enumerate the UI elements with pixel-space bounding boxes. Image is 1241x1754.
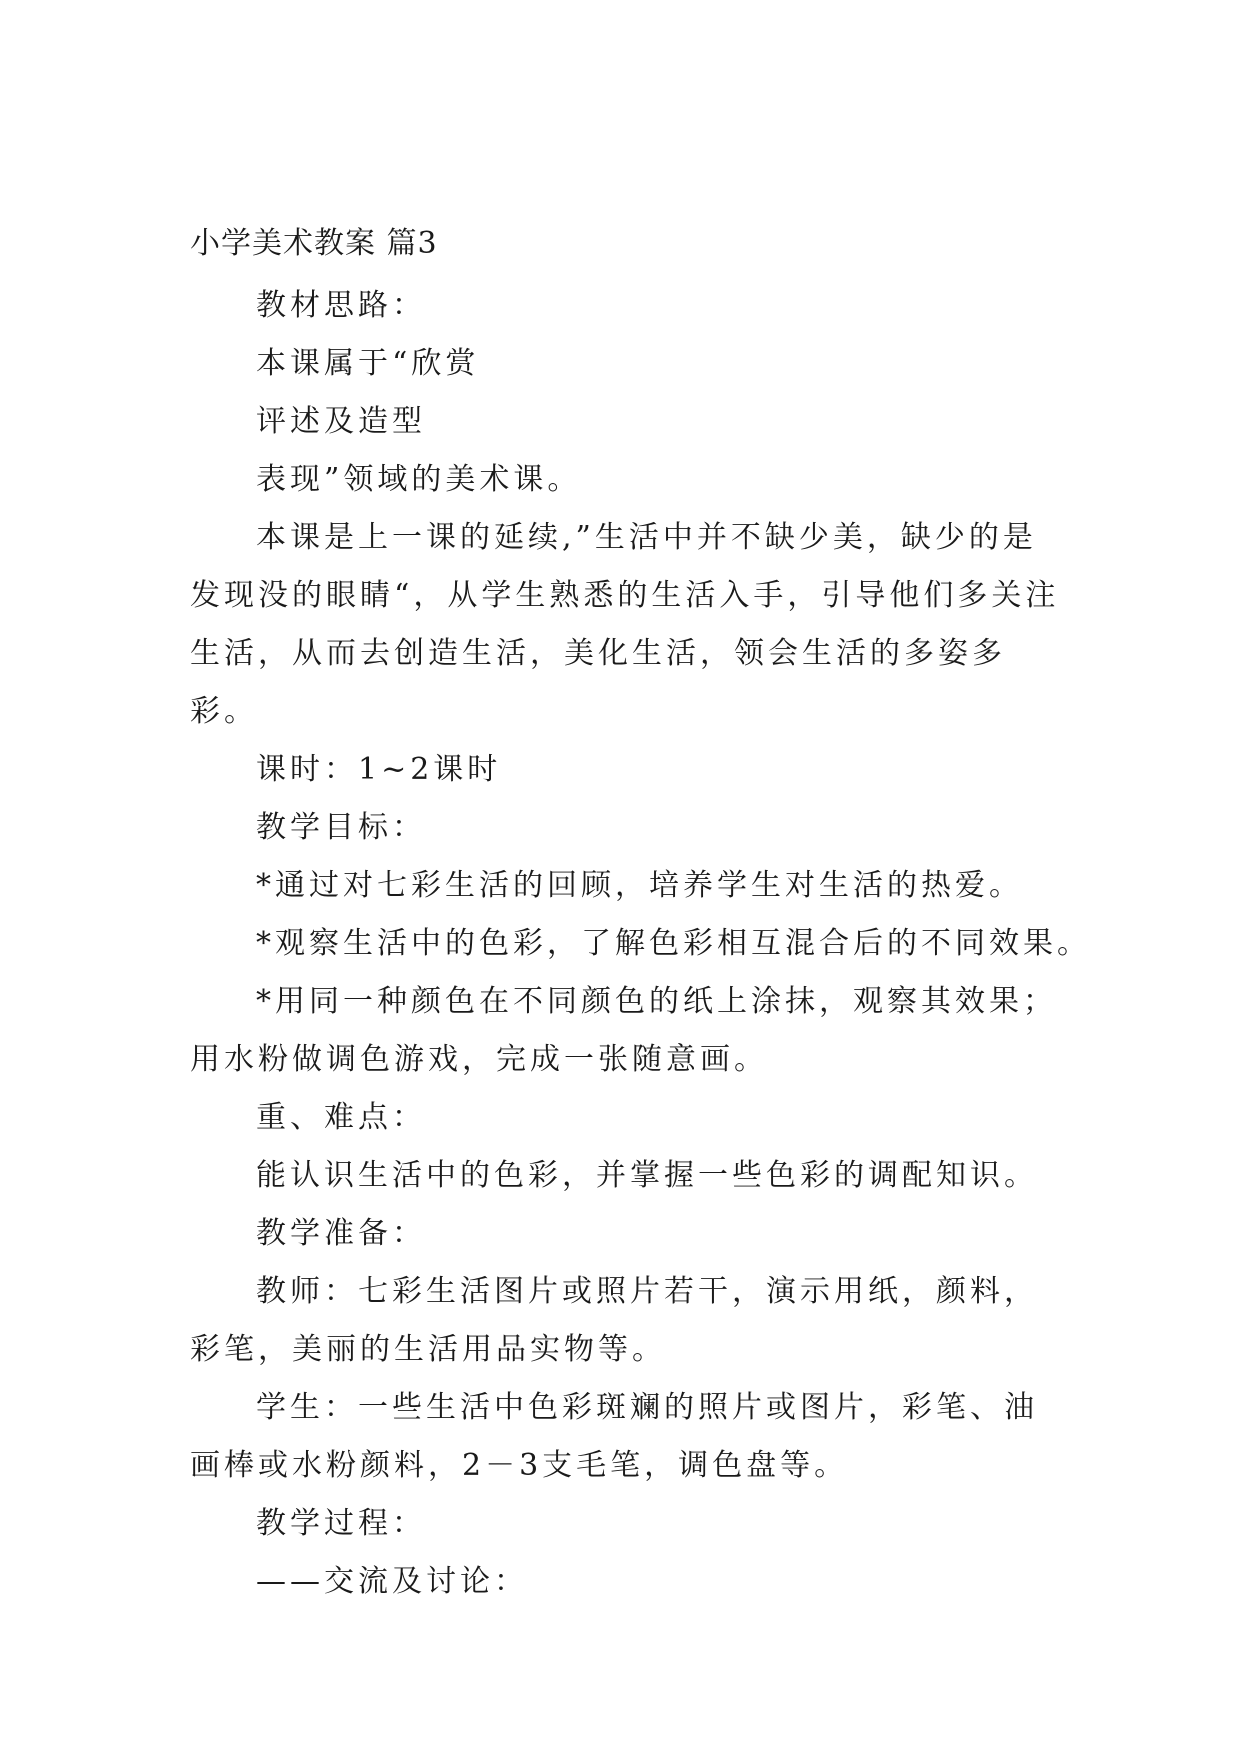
paragraph-goal-2: *观察生活中的色彩，了解色彩相互混合后的不同效果。 [256,926,1091,961]
paragraph-class-hours: 课时：1~2课时 [256,752,502,787]
paragraph-discussion-heading: ——交流及讨论： [256,1564,528,1599]
paragraph-student-preparation: 学生：一些生活中色彩斑斓的照片或图片，彩笔、油画棒或水粉颜料，2－3支毛笔，调色盘等。 [190,1390,1038,1483]
paragraph-lesson-type-part-1: 本课属于“欣赏 [256,346,480,381]
paragraph-key-points-heading: 重、难点： [256,1100,426,1135]
paragraph-teacher-preparation: 教师：七彩生活图片或照片若干，演示用纸，颜料，彩笔，美丽的生活用品实物等。 [190,1274,1038,1367]
paragraph-preparation-heading: 教学准备： [256,1216,426,1251]
paragraph-lesson-type-part-3: 表现”领域的美术课。 [256,462,582,497]
paragraph-goal-3: *用同一种颜色在不同颜色的纸上涂抹，观察其效果；用水粉做调色游戏，完成一张随意画。 [190,984,1057,1077]
paragraph-lesson-continuation: 本课是上一课的延续,”生活中并不缺少美，缺少的是发现没的眼睛“，从学生熟悉的生活入手，引导他们多关注生活，从而去创造生活，美化生活，领会生活的多姿多彩。 [190,520,1060,729]
paragraph-textbook-idea-heading: 教材思路： [256,288,426,323]
paragraph-teaching-goals-heading: 教学目标： [256,810,426,845]
paragraph-key-points: 能认识生活中的色彩，并掌握一些色彩的调配知识。 [256,1158,1038,1193]
paragraph-goal-1: *通过对七彩生活的回顾，培养学生对生活的热爱。 [256,868,1023,903]
paragraph-process-heading: 教学过程： [256,1506,426,1541]
document-title: 小学美术教案 篇3 [190,226,438,261]
document-body [190,277,1091,1611]
paragraph-lesson-type-part-2: 评述及造型 [256,404,426,439]
